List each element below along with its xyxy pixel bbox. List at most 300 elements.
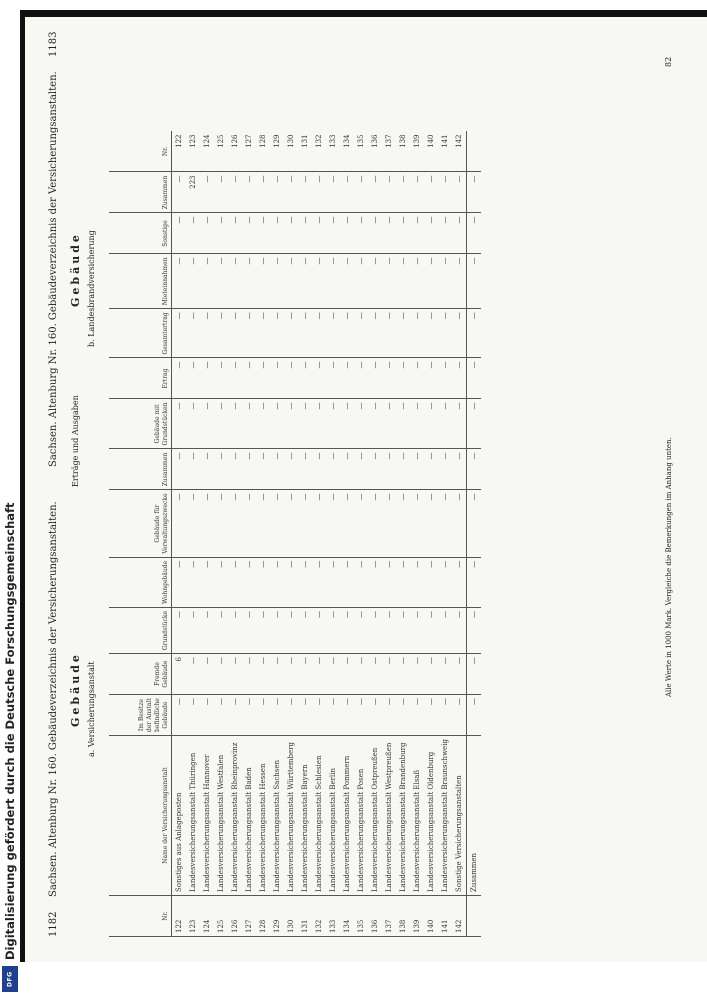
table-cell: — — [186, 654, 200, 695]
table-cell: — — [396, 449, 410, 490]
table-cell: — — [284, 607, 298, 653]
table-cell: — — [312, 358, 326, 399]
table-cell: — — [438, 607, 452, 653]
table-cell: — — [467, 399, 482, 449]
table-row — [256, 131, 270, 936]
table-cell: — — [452, 172, 467, 213]
table-cell: — — [424, 213, 438, 254]
table-cell: — — [354, 172, 368, 213]
table-row — [368, 131, 382, 936]
table-cell: — — [298, 213, 312, 254]
table-cell: — — [270, 254, 284, 309]
table-row — [326, 131, 340, 936]
table-row — [452, 131, 467, 936]
table-cell: — — [242, 557, 256, 607]
table-cell: — — [467, 254, 482, 309]
row-label: Landesversicherungsanstalt Berlin — [326, 736, 340, 896]
table-cell: — — [410, 254, 424, 309]
table-cell: — — [368, 172, 382, 213]
table-row — [270, 131, 284, 936]
table-cell: — — [438, 213, 452, 254]
table-cell: 130 — [284, 131, 298, 172]
table-cell: — — [438, 358, 452, 399]
row-number: 139 — [410, 896, 424, 937]
table-cell: — — [326, 213, 340, 254]
table-cell: — — [270, 449, 284, 490]
column-header: Gebäude mit Grundstücken — [109, 399, 172, 449]
table-cell: — — [424, 254, 438, 309]
table-cell: 139 — [410, 131, 424, 172]
table-cell: 138 — [396, 131, 410, 172]
table-row — [438, 131, 452, 936]
table-cell: — — [396, 654, 410, 695]
table-cell: — — [228, 490, 242, 557]
table-cell: — — [396, 557, 410, 607]
column-header: Grundstücke — [109, 607, 172, 653]
table-cell: — — [438, 557, 452, 607]
table-row — [172, 131, 187, 936]
column-header: Nr. — [109, 131, 172, 172]
table-cell: — — [354, 654, 368, 695]
table-cell: — — [312, 557, 326, 607]
table-cell: — — [298, 695, 312, 736]
table-cell: — — [467, 358, 482, 399]
row-label: Landesversicherungsanstalt Bayern — [298, 736, 312, 896]
table-cell: — — [298, 449, 312, 490]
table-cell: — — [312, 172, 326, 213]
table-cell: — — [270, 358, 284, 399]
table-cell: — — [424, 399, 438, 449]
row-label: Landesversicherungsanstalt Westpreußen — [382, 736, 396, 896]
column-header: Ertrag — [109, 358, 172, 399]
table-cell: — — [256, 695, 270, 736]
table-row — [312, 131, 326, 936]
table-cell: — — [242, 449, 256, 490]
table-cell: 123 — [186, 131, 200, 172]
table-cell: — — [312, 213, 326, 254]
table-cell: — — [396, 358, 410, 399]
table-cell: — — [382, 358, 396, 399]
table-cell: — — [200, 490, 214, 557]
row-number: 138 — [396, 896, 410, 937]
table-cell: — — [340, 358, 354, 399]
row-number: 134 — [340, 896, 354, 937]
row-label: Zusammen — [467, 736, 482, 896]
table-cell: — — [382, 309, 396, 358]
table-cell: — — [382, 213, 396, 254]
table-cell: — — [228, 309, 242, 358]
table-cell: — — [298, 557, 312, 607]
row-label: Landesversicherungsanstalt Hannover — [200, 736, 214, 896]
table-cell: — — [284, 309, 298, 358]
table-cell: — — [172, 172, 187, 213]
dfg-strip — [0, 0, 20, 1000]
row-label: Landesversicherungsanstalt Oldenburg — [424, 736, 438, 896]
row-label: Landesversicherungsanstalt Hessen — [256, 736, 270, 896]
table-cell: — — [340, 607, 354, 653]
table-cell: — — [298, 654, 312, 695]
table-cell: — — [467, 654, 482, 695]
table-cell: — — [200, 695, 214, 736]
table-cell: — — [284, 399, 298, 449]
table-cell: — — [200, 654, 214, 695]
table-cell: — — [228, 254, 242, 309]
table-cell: — — [438, 490, 452, 557]
data-table — [109, 131, 481, 937]
column-header: Zusammen — [109, 172, 172, 213]
table-cell: — — [270, 557, 284, 607]
table-cell: — — [284, 557, 298, 607]
table-cell: — — [312, 607, 326, 653]
table-cell: — — [228, 607, 242, 653]
table-cell: — — [200, 358, 214, 399]
table-cell: — — [410, 309, 424, 358]
table-cell: 131 — [298, 131, 312, 172]
table-cell: — — [284, 172, 298, 213]
row-label: Landesversicherungsanstalt Elsaß — [410, 736, 424, 896]
table-cell: — — [298, 399, 312, 449]
row-label: Landesversicherungsanstalt Thüringen — [186, 736, 200, 896]
table-cell: — — [256, 309, 270, 358]
table-cell: — — [452, 695, 467, 736]
table-cell: — — [424, 557, 438, 607]
table-cell: — — [242, 254, 256, 309]
table-cell: — — [340, 399, 354, 449]
table-cell: — — [172, 309, 187, 358]
table-cell: 128 — [256, 131, 270, 172]
table-cell: — — [312, 254, 326, 309]
table-cell: — — [214, 309, 228, 358]
subhead-left: a. Versicherungsanstalt — [87, 661, 96, 757]
column-header: Fremde Gebäude — [109, 654, 172, 695]
table-cell: 125 — [214, 131, 228, 172]
table-cell: — — [410, 172, 424, 213]
table-cell: — — [214, 654, 228, 695]
table-cell: — — [228, 358, 242, 399]
table-cell: — — [326, 309, 340, 358]
table-cell: — — [354, 490, 368, 557]
table-cell: — — [326, 358, 340, 399]
running-header — [48, 31, 63, 937]
table-row — [382, 131, 396, 936]
bottom-page-number: 82 — [664, 56, 673, 67]
table-cell: — — [228, 695, 242, 736]
table-cell: — — [368, 490, 382, 557]
row-number: 135 — [354, 896, 368, 937]
table-cell: — — [256, 172, 270, 213]
table-cell: — — [368, 399, 382, 449]
table-cell: — — [172, 399, 187, 449]
table-cell: 142 — [452, 131, 467, 172]
column-header: Zusammen — [109, 449, 172, 490]
table-cell: — — [214, 172, 228, 213]
table-cell: — — [326, 399, 340, 449]
table-cell: — — [382, 695, 396, 736]
table-row — [424, 131, 438, 936]
table-cell: — — [326, 172, 340, 213]
table-cell: — — [467, 449, 482, 490]
table-cell: 134 — [340, 131, 354, 172]
table-cell: — — [340, 254, 354, 309]
table-cell: — — [340, 695, 354, 736]
table-cell: — — [396, 172, 410, 213]
table-cell: 127 — [242, 131, 256, 172]
table-cell: — — [354, 695, 368, 736]
table-cell: — — [354, 358, 368, 399]
row-label: Sonstige Versicherungsanstalten — [452, 736, 467, 896]
table-cell: — — [424, 449, 438, 490]
table-cell: — — [270, 490, 284, 557]
row-label: Landesversicherungsanstalt Württemberg — [284, 736, 298, 896]
table-cell: — — [312, 490, 326, 557]
table-cell: — — [312, 399, 326, 449]
table-cell: — — [256, 358, 270, 399]
table-header-row — [109, 131, 172, 936]
row-number: 123 — [186, 896, 200, 937]
table-cell: 141 — [438, 131, 452, 172]
row-number: 128 — [256, 896, 270, 937]
table-cell: — — [354, 607, 368, 653]
table-cell: — — [326, 557, 340, 607]
table-cell: — — [228, 449, 242, 490]
row-number: 127 — [242, 896, 256, 937]
table-cell: — — [452, 557, 467, 607]
table-cell: — — [228, 399, 242, 449]
table-cell: — — [256, 490, 270, 557]
table-cell: — — [340, 309, 354, 358]
table-cell: — — [354, 449, 368, 490]
table-cell: — — [256, 449, 270, 490]
table-cell: — — [382, 490, 396, 557]
table-cell: — — [340, 213, 354, 254]
table-cell: — — [284, 213, 298, 254]
table-cell: — — [214, 449, 228, 490]
table-cell: — — [186, 607, 200, 653]
table-cell: — — [228, 654, 242, 695]
table-cell: — — [270, 213, 284, 254]
table-cell: — — [396, 695, 410, 736]
rotated-table-spread — [39, 27, 679, 947]
table-cell: — — [186, 213, 200, 254]
table-cell: — — [298, 172, 312, 213]
table-cell: — — [354, 399, 368, 449]
column-header: Sonstige — [109, 213, 172, 254]
table-cell: — — [270, 654, 284, 695]
column-header: Nr. — [109, 896, 172, 937]
table-cell: — — [270, 695, 284, 736]
left-page-number: 1182 — [48, 911, 59, 937]
table-cell: — — [340, 654, 354, 695]
row-number: 131 — [298, 896, 312, 937]
table-cell: — — [467, 309, 482, 358]
table-row — [284, 131, 298, 936]
table-cell: — — [368, 654, 382, 695]
table-cell: — — [284, 695, 298, 736]
row-label: Landesversicherungsanstalt Westfalen — [214, 736, 228, 896]
table-cell: — — [467, 607, 482, 653]
table-cell: — — [186, 449, 200, 490]
table-cell: — — [467, 557, 482, 607]
table-cell: — — [214, 213, 228, 254]
table-cell: — — [354, 213, 368, 254]
table-cell: — — [242, 654, 256, 695]
footnote: Alle Werte in 1000 Mark. Vergleiche die Bemerkungen im Anhang unten. — [665, 437, 673, 697]
table-cell: — — [452, 358, 467, 399]
table-cell: — — [368, 254, 382, 309]
table-cell: — — [214, 695, 228, 736]
table-cell: — — [326, 695, 340, 736]
table-cell: — — [396, 490, 410, 557]
table-cell: — — [298, 358, 312, 399]
table-cell: — — [298, 254, 312, 309]
table-cell: 136 — [368, 131, 382, 172]
table-cell: — — [242, 399, 256, 449]
table-cell: — — [270, 399, 284, 449]
table-cell: — — [368, 213, 382, 254]
row-label: Landesversicherungsanstalt Ostpreußen — [368, 736, 382, 896]
table-cell: — — [172, 358, 187, 399]
table-cell: — — [396, 213, 410, 254]
table-cell: — — [410, 557, 424, 607]
table-row — [214, 131, 228, 936]
table-cell: — — [368, 557, 382, 607]
table-cell: — — [438, 654, 452, 695]
table-cell: — — [214, 607, 228, 653]
table-cell: — — [368, 607, 382, 653]
table-cell: 6 — [172, 654, 187, 695]
table-cell: — — [172, 254, 187, 309]
table-cell: — — [214, 490, 228, 557]
row-number: 124 — [200, 896, 214, 937]
table-cell: — — [312, 449, 326, 490]
table-cell: — — [424, 490, 438, 557]
table-cell: — — [172, 695, 187, 736]
row-number — [467, 896, 482, 937]
table-cell: — — [312, 654, 326, 695]
table-cell: — — [172, 607, 187, 653]
table-cell: — — [284, 654, 298, 695]
table-cell: — — [467, 213, 482, 254]
table-cell: — — [284, 490, 298, 557]
section-title-right: Gebäude — [69, 232, 82, 307]
table-cell: — — [438, 449, 452, 490]
table-cell: — — [424, 358, 438, 399]
row-number: 142 — [452, 896, 467, 937]
table-cell: — — [452, 490, 467, 557]
table-cell: — — [284, 254, 298, 309]
row-label: Sonstiges aus Anlageposten — [172, 736, 187, 896]
table-cell: — — [298, 309, 312, 358]
row-number: 129 — [270, 896, 284, 937]
table-cell: — — [200, 254, 214, 309]
table-cell: — — [438, 172, 452, 213]
table-cell: — — [354, 254, 368, 309]
table-cell: — — [452, 309, 467, 358]
table-cell: 132 — [312, 131, 326, 172]
table-cell: — — [270, 172, 284, 213]
table-cell: 122 — [172, 131, 187, 172]
table-cell: — — [410, 695, 424, 736]
table-cell: — — [382, 654, 396, 695]
table-cell: — — [186, 490, 200, 557]
table-cell: — — [396, 607, 410, 653]
table-cell: — — [382, 449, 396, 490]
table-cell: — — [242, 490, 256, 557]
table-cell: — — [326, 490, 340, 557]
table-cell: — — [256, 557, 270, 607]
table-cell: — — [326, 607, 340, 653]
table-cell: — — [242, 607, 256, 653]
table-cell: — — [452, 213, 467, 254]
table-cell: — — [186, 557, 200, 607]
table-cell: — — [452, 654, 467, 695]
table-cell: — — [228, 557, 242, 607]
row-number: 133 — [326, 896, 340, 937]
table-cell: — — [452, 607, 467, 653]
table-cell: — — [242, 358, 256, 399]
table-cell: — — [368, 309, 382, 358]
table-cell: — — [424, 309, 438, 358]
table-cell: — — [382, 557, 396, 607]
scanned-page — [25, 17, 707, 962]
table-row — [410, 131, 424, 936]
table-cell: — — [214, 254, 228, 309]
table-row — [467, 131, 482, 936]
dfg-logo: DFG — [2, 966, 18, 992]
table-cell: — — [312, 695, 326, 736]
row-label: Landesversicherungsanstalt Schlesien — [312, 736, 326, 896]
table-cell: — — [256, 254, 270, 309]
table-cell: — — [424, 654, 438, 695]
table-row — [354, 131, 368, 936]
column-header: Im Besitze der Anstalt befindliche Gebäude — [109, 695, 172, 736]
row-label: Landesversicherungsanstalt Pommern — [340, 736, 354, 896]
table-cell: — — [186, 309, 200, 358]
row-label: Landesversicherungsanstalt Rheinprovinz — [228, 736, 242, 896]
table-cell: — — [340, 557, 354, 607]
table-cell: — — [256, 399, 270, 449]
table-cell: — — [256, 607, 270, 653]
table-cell: — — [467, 172, 482, 213]
table-cell: — — [214, 399, 228, 449]
table-cell: — — [228, 172, 242, 213]
table-cell: — — [452, 449, 467, 490]
table-cell: — — [186, 358, 200, 399]
table-cell: 124 — [200, 131, 214, 172]
table-cell: — — [452, 399, 467, 449]
table-cell: — — [172, 213, 187, 254]
table-cell: 135 — [354, 131, 368, 172]
table-row — [298, 131, 312, 936]
row-number: 140 — [424, 896, 438, 937]
column-header: Wohngebäude — [109, 557, 172, 607]
column-header: Gesamtertrag — [109, 309, 172, 358]
table-cell: — — [410, 607, 424, 653]
table-cell: — — [284, 358, 298, 399]
table-cell: 140 — [424, 131, 438, 172]
row-number: 132 — [312, 896, 326, 937]
table-cell: 133 — [326, 131, 340, 172]
table-cell: — — [396, 309, 410, 358]
table-cell: — — [186, 399, 200, 449]
table-cell: — — [256, 654, 270, 695]
dfg-funding-note: Digitalisierung gefördert durch die Deutsche Forschungsgemeinschaft — [3, 502, 17, 960]
row-label: Landesversicherungsanstalt Sachsen — [270, 736, 284, 896]
table-row — [186, 131, 200, 936]
row-number: 130 — [284, 896, 298, 937]
table-cell: — — [438, 309, 452, 358]
table-cell: — — [284, 449, 298, 490]
